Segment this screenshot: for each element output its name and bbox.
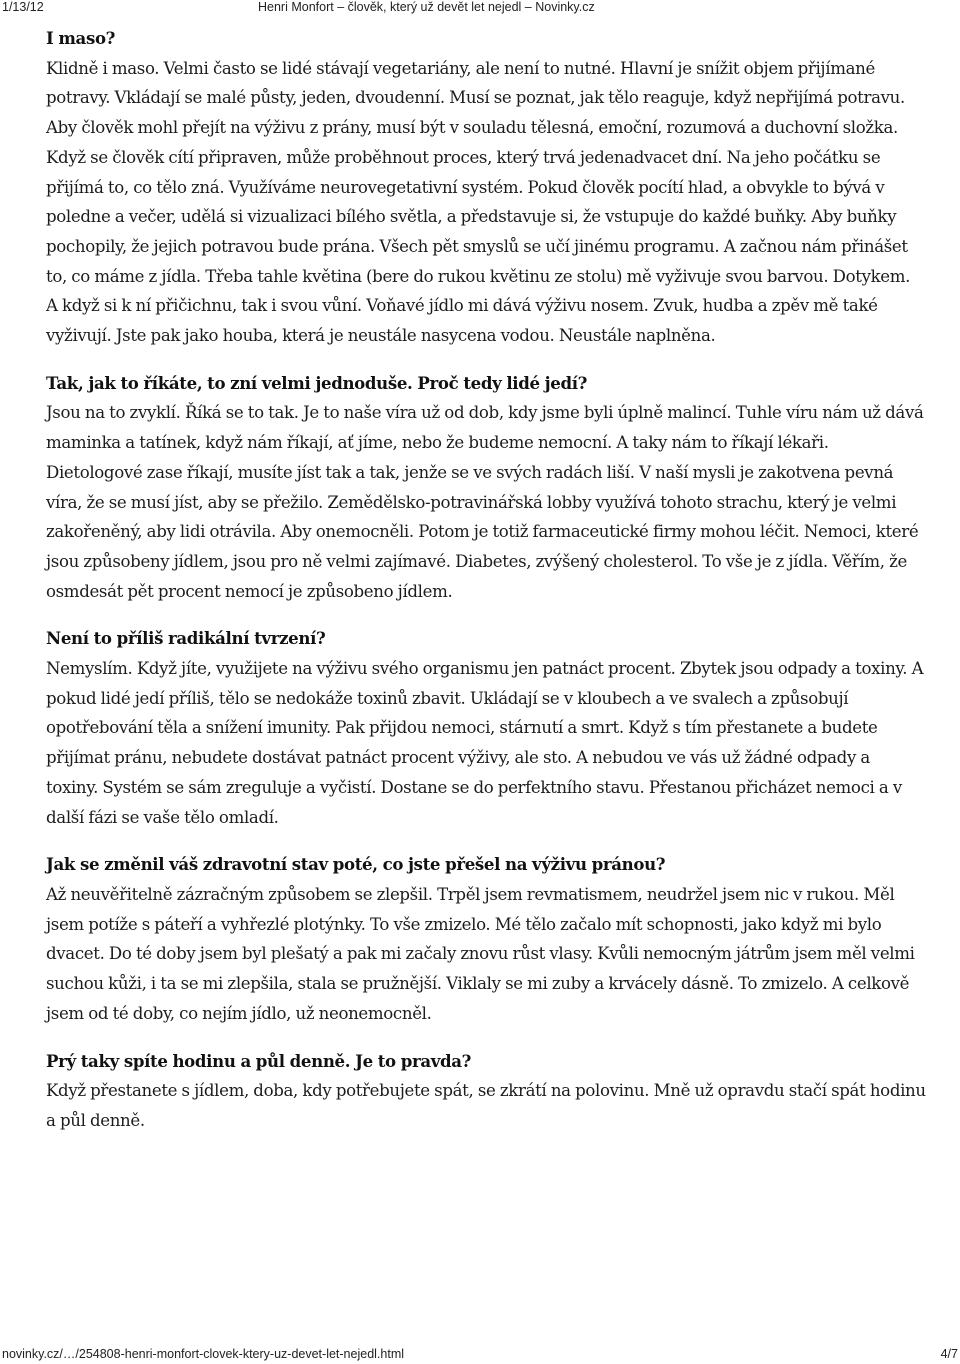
print-date: 1/13/12 (2, 0, 44, 14)
interview-question: Jak se změnil váš zdravotní stav poté, co jste přešel na výživu pránou? (46, 854, 666, 875)
interview-answer: Jsou na to zvyklí. Říká se to tak. Je to naše víra už od dob, kdy jsme byli úplně malincí. Tuhle víru nám už dává maminka a tatínek, když nám říkají, ať jíme, nebo že budeme nemocní. A taky nám to říkají lékaři. Dietologové zase říkají, musíte jíst tak a tak, jenže se ve svých radách liší. V naší mysli je zakotvena pevná víra, že se musí jíst, aby se přežilo. Zemědělsko-potravinářská lobby využívá tohoto strachu, který je velmi zakořeněný, aby lidi otrávila. Aby onemocněli. Potom je totiž farmaceutické firmy mohou léčit. Nemoci, které jsou způsobeny jídlem, jsou pro ně velmi zajímavé. Diabetes, zvýšený cholesterol. To vše je z jídla. Věřím, že osmdesát pět procent nemocí je způsobeno jídlem. (46, 403, 924, 601)
page-url: novinky.cz/…/254808-henri-monfort-clovek-ktery-uz-devet-let-nejedl.html (2, 1347, 405, 1361)
interview-section (46, 369, 926, 607)
interview-answer: Když přestanete s jídlem, doba, kdy potřebujete spát, se zkrátí na polovinu. Mně už opravdu stačí spát hodinu a půl denně. (46, 1081, 926, 1130)
interview-question: Prý taky spíte hodinu a půl denně. Je to pravda? (46, 1050, 472, 1071)
interview-section (46, 850, 926, 1028)
page-title: Henri Monfort – člověk, který už devět let nejedl – Novinky.cz (258, 0, 595, 14)
article-body (46, 24, 926, 1154)
interview-answer: Až neuvěřitelně zázračným způsobem se zlepšil. Trpěl jsem revmatismem, neudržel jsem nic v rukou. Měl jsem potíže s páteří a vyhřezlé plotýnky. To vše zmizelo. Mé tělo začalo mít schopnosti, jako když mi bylo dvacet. Do té doby jsem byl plešatý a pak mi začaly znovu růst vlasy. Kvůli nemocným játrům jsem měl velmi suchou kůži, i ta se mi zlepšila, stala se pružnější. Viklaly se mi zuby a krvácely dásně. To zmizelo. A celkově jsem od té doby, co nejím jídlo, už neonemocněl. (46, 884, 915, 1023)
interview-answer: Nemyslím. Když jíte, využijete na výživu svého organismu jen patnáct procent. Zbytek jsou odpady a toxiny. A pokud lidé jedí příliš, tělo se nedokáže toxinů zbavit. Ukládají se v kloubech a ve svalech a způsobují opotřebování těla a snížení imunity. Pak přijdou nemoci, stárnutí a smrt. Když s tím přestanete a budete přijímat pránu, nebudete dostávat patnáct procent výživy, ale sto. A nebudou ve vás už žádné odpady a toxiny. Systém se sám zreguluje a vyčistí. Dostane se do perfektního stavu. Přestanou přicházet nemoci a v další fázi se vaše tělo omladí. (46, 659, 924, 827)
page-number: 4/7 (940, 1347, 958, 1361)
interview-question: Není to příliš radikální tvrzení? (46, 628, 326, 649)
print-header (0, 0, 960, 16)
interview-question: I maso? (46, 28, 116, 48)
interview-question: Tak, jak to říkáte, to zní velmi jednoduše. Proč tedy lidé jedí? (46, 372, 588, 393)
interview-section (46, 24, 926, 351)
print-footer (0, 1347, 960, 1363)
interview-section (46, 624, 926, 832)
interview-answer: Klidně i maso. Velmi často se lidé stávají vegetariány, ale není to nutné. Hlavní je snížit objem přijímané potravy. Vkládají se malé půsty, jeden, dvoudenní. Musí se poznat, jak tělo reaguje, když nepřijímá potravu. Aby člověk mohl přejít na výživu z prány, musí být v souladu tělesná, emoční, rozumová a duchovní složka. Když se člověk cítí připraven, může proběhnout proces, který trvá jedenadvacet dní. Na jeho počátku se přijímá to, co tělo zná. Využíváme neurovegetativní systém. Pokud člověk pocítí hlad, a obvykle to bývá v poledne a večer, udělá si vizualizaci bílého světla, a představuje si, že vstupuje do každé buňky. Aby buňky pochopily, že jejich potravou bude prána. Všech pět smyslů se učí jinému programu. A začnou nám přinášet to, co máme z jídla. Třeba tahle květina (bere do rukou květinu ze stolu) mě vyživuje svou barvou. Dotykem. A když si k ní přičichnu, tak i svou vůní. Voňavé jídlo mi dává výživu nosem. Zvuk, hudba a zpěv mě také vyživují. Jste pak jako houba, která je neustále nasycena vodou. Neustále naplněna. (46, 58, 911, 346)
interview-section (46, 1047, 926, 1136)
